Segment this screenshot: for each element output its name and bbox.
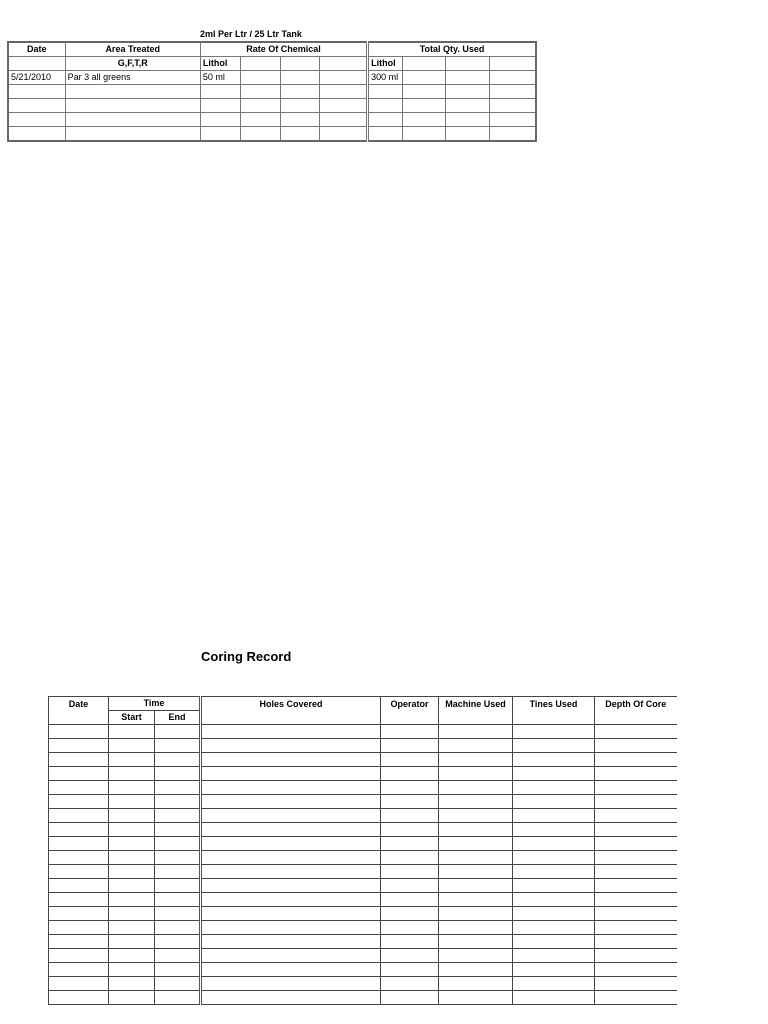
tines-used-cell[interactable] [513,851,595,865]
date-cell[interactable] [49,893,109,907]
end-cell[interactable] [155,795,201,809]
holes-covered-cell[interactable] [201,795,381,809]
start-cell[interactable] [109,767,155,781]
operator-cell[interactable] [381,739,439,753]
table-row [49,949,677,963]
total-cell[interactable] [368,85,403,99]
time-header: Time [109,697,201,711]
holes-covered-cell[interactable] [201,767,381,781]
holes-covered-cell[interactable] [201,921,381,935]
rate-product-3-subheader [280,57,319,71]
date-cell[interactable] [49,907,109,921]
rate-cell[interactable] [320,99,368,113]
date-cell[interactable] [8,113,65,127]
end-cell[interactable] [155,753,201,767]
total-cell[interactable] [403,127,446,142]
total-cell[interactable] [446,113,490,127]
depth-of-core-cell[interactable] [595,907,677,921]
operator-cell[interactable] [381,753,439,767]
operator-cell[interactable] [381,977,439,991]
table-row [49,907,677,921]
operator-cell[interactable] [381,921,439,935]
start-cell[interactable] [109,837,155,851]
rate-cell[interactable] [240,113,280,127]
operator-cell[interactable] [381,809,439,823]
table-row [49,963,677,977]
rate-product-subheader: Lithol [200,57,240,71]
tines-used-cell[interactable] [513,893,595,907]
area-cell[interactable] [65,85,200,99]
operator-cell[interactable] [381,949,439,963]
holes-covered-cell[interactable] [201,963,381,977]
table-row [49,977,677,991]
holes-covered-cell[interactable] [201,837,381,851]
holes-covered-cell[interactable] [201,977,381,991]
holes-covered-cell[interactable] [201,991,381,1005]
table-row [49,865,677,879]
total-cell[interactable] [446,127,490,142]
operator-cell[interactable] [381,837,439,851]
end-cell[interactable] [155,949,201,963]
total-cell[interactable] [403,113,446,127]
rate-cell[interactable] [240,99,280,113]
date-cell[interactable] [49,837,109,851]
total-cell[interactable] [490,127,536,142]
tines-used-cell[interactable] [513,865,595,879]
area-cell[interactable]: Par 3 all greens [65,71,200,85]
operator-cell[interactable] [381,823,439,837]
depth-of-core-cell[interactable] [595,949,677,963]
date-cell[interactable] [8,127,65,142]
operator-cell[interactable] [381,851,439,865]
start-cell[interactable] [109,949,155,963]
table-row [49,795,677,809]
table-row [49,767,677,781]
date-cell[interactable]: 5/21/2010 [8,71,65,85]
depth-of-core-cell[interactable] [595,921,677,935]
coring-header-row [49,697,677,711]
machine-used-header: Machine Used [439,697,513,725]
date-cell[interactable] [49,809,109,823]
tines-used-cell[interactable] [513,809,595,823]
machine-used-cell[interactable] [439,949,513,963]
rate-cell[interactable] [200,113,240,127]
depth-of-core-cell[interactable] [595,865,677,879]
start-cell[interactable] [109,823,155,837]
tines-used-cell[interactable] [513,977,595,991]
depth-of-core-cell[interactable] [595,781,677,795]
coring-record-table [48,696,677,1005]
area-cell[interactable] [65,99,200,113]
depth-of-core-cell[interactable] [595,809,677,823]
total-product-3-subheader [446,57,490,71]
end-cell[interactable] [155,907,201,921]
total-qty-used-header: Total Qty. Used [368,42,536,57]
total-cell[interactable] [446,71,490,85]
table-row [49,809,677,823]
start-cell[interactable] [109,725,155,739]
date-cell[interactable] [49,977,109,991]
rate-cell[interactable]: 50 ml [200,71,240,85]
holes-covered-cell[interactable] [201,725,381,739]
depth-of-core-header: Depth Of Core [595,697,677,725]
total-cell[interactable]: 300 ml [368,71,403,85]
end-cell[interactable] [155,921,201,935]
start-cell[interactable] [109,879,155,893]
operator-cell[interactable] [381,725,439,739]
chemical-header-row [8,42,536,57]
depth-of-core-cell[interactable] [595,767,677,781]
date-cell[interactable] [49,991,109,1005]
depth-of-core-cell[interactable] [595,935,677,949]
total-product-4-subheader [490,57,536,71]
table-row [49,739,677,753]
holes-covered-cell[interactable] [201,949,381,963]
machine-used-cell[interactable] [439,809,513,823]
end-cell[interactable] [155,823,201,837]
machine-used-cell[interactable] [439,977,513,991]
date-subheader-cell [8,57,65,71]
rate-product-2-subheader [240,57,280,71]
start-cell[interactable] [109,851,155,865]
operator-cell[interactable] [381,907,439,921]
start-cell[interactable] [109,991,155,1005]
start-cell[interactable] [109,963,155,977]
table-row [49,753,677,767]
holes-covered-cell[interactable] [201,851,381,865]
total-product-subheader: Lithol [368,57,403,71]
rate-cell[interactable] [320,127,368,142]
machine-used-cell[interactable] [439,935,513,949]
machine-used-cell[interactable] [439,921,513,935]
rate-cell[interactable] [280,85,319,99]
holes-covered-cell[interactable] [201,809,381,823]
end-cell[interactable] [155,935,201,949]
tines-used-cell[interactable] [513,837,595,851]
total-cell[interactable] [490,99,536,113]
chemical-subheader-row [8,57,536,71]
date-cell[interactable] [49,935,109,949]
rate-product-4-subheader [320,57,368,71]
depth-of-core-cell[interactable] [595,893,677,907]
depth-of-core-cell[interactable] [595,725,677,739]
holes-covered-cell[interactable] [201,781,381,795]
depth-of-core-cell[interactable] [595,963,677,977]
holes-covered-cell[interactable] [201,893,381,907]
tines-used-cell[interactable] [513,949,595,963]
table-row [8,127,536,142]
table-row [49,823,677,837]
rate-cell[interactable] [320,71,368,85]
end-header: End [155,711,201,725]
rate-of-chemical-header: Rate Of Chemical [200,42,367,57]
operator-cell[interactable] [381,935,439,949]
rate-cell[interactable] [320,113,368,127]
start-cell[interactable] [109,935,155,949]
tines-used-cell[interactable] [513,823,595,837]
date-cell[interactable] [49,851,109,865]
rate-cell[interactable] [280,71,319,85]
machine-used-cell[interactable] [439,767,513,781]
rate-cell[interactable] [240,127,280,142]
start-cell[interactable] [109,907,155,921]
date-cell[interactable] [49,725,109,739]
total-cell[interactable] [368,99,403,113]
date-cell[interactable] [49,781,109,795]
table-row [8,99,536,113]
table-row [49,781,677,795]
start-cell[interactable] [109,795,155,809]
end-cell[interactable] [155,837,201,851]
table-row [8,113,536,127]
table-row [49,837,677,851]
total-cell[interactable] [368,113,403,127]
end-cell[interactable] [155,809,201,823]
holes-covered-cell[interactable] [201,753,381,767]
tines-used-cell[interactable] [513,753,595,767]
machine-used-cell[interactable] [439,753,513,767]
end-cell[interactable] [155,739,201,753]
end-cell[interactable] [155,991,201,1005]
holes-covered-header: Holes Covered [201,697,381,725]
rate-cell[interactable] [200,99,240,113]
start-cell[interactable] [109,865,155,879]
machine-used-cell[interactable] [439,991,513,1005]
table-row [8,85,536,99]
table-row [49,725,677,739]
start-header: Start [109,711,155,725]
coring-record-title: Coring Record [201,649,292,664]
date-cell[interactable] [49,823,109,837]
tines-used-cell[interactable] [513,935,595,949]
table-row [8,71,536,85]
machine-used-cell[interactable] [439,837,513,851]
rate-cell[interactable] [240,71,280,85]
operator-cell[interactable] [381,991,439,1005]
operator-cell[interactable] [381,879,439,893]
machine-used-cell[interactable] [439,865,513,879]
end-cell[interactable] [155,767,201,781]
rate-cell[interactable] [200,127,240,142]
tines-used-cell[interactable] [513,739,595,753]
total-cell[interactable] [490,113,536,127]
rate-cell[interactable] [280,127,319,142]
depth-of-core-cell[interactable] [595,879,677,893]
operator-cell[interactable] [381,865,439,879]
end-cell[interactable] [155,893,201,907]
depth-of-core-cell[interactable] [595,851,677,865]
depth-of-core-cell[interactable] [595,753,677,767]
start-cell[interactable] [109,977,155,991]
operator-cell[interactable] [381,963,439,977]
tines-used-cell[interactable] [513,879,595,893]
end-cell[interactable] [155,879,201,893]
machine-used-cell[interactable] [439,851,513,865]
date-cell[interactable] [49,921,109,935]
holes-covered-cell[interactable] [201,865,381,879]
total-cell[interactable] [368,127,403,142]
table-row [49,921,677,935]
depth-of-core-cell[interactable] [595,795,677,809]
tines-used-cell[interactable] [513,907,595,921]
machine-used-cell[interactable] [439,823,513,837]
total-product-2-subheader [403,57,446,71]
total-cell[interactable] [446,99,490,113]
area-cell[interactable] [65,113,200,127]
date-cell[interactable] [49,879,109,893]
operator-cell[interactable] [381,893,439,907]
start-cell[interactable] [109,921,155,935]
tines-used-cell[interactable] [513,795,595,809]
start-cell[interactable] [109,809,155,823]
area-code-subheader: G,F,T,R [65,57,200,71]
total-cell[interactable] [403,71,446,85]
rate-cell[interactable] [240,85,280,99]
depth-of-core-cell[interactable] [595,837,677,851]
date-cell[interactable] [49,753,109,767]
date-cell[interactable] [49,795,109,809]
tines-used-cell[interactable] [513,725,595,739]
depth-of-core-cell[interactable] [595,977,677,991]
tines-used-cell[interactable] [513,991,595,1005]
tines-used-header: Tines Used [513,697,595,725]
date-header: Date [49,697,109,725]
depth-of-core-cell[interactable] [595,991,677,1005]
tines-used-cell[interactable] [513,767,595,781]
table-row [49,935,677,949]
rate-cell[interactable] [280,99,319,113]
start-cell[interactable] [109,781,155,795]
date-cell[interactable] [49,739,109,753]
date-cell[interactable] [8,99,65,113]
date-cell[interactable] [8,85,65,99]
tines-used-cell[interactable] [513,921,595,935]
rate-cell[interactable] [280,113,319,127]
chemical-application-table [7,41,537,142]
operator-cell[interactable] [381,781,439,795]
start-cell[interactable] [109,893,155,907]
end-cell[interactable] [155,977,201,991]
table-row [49,991,677,1005]
chemical-rate-title: 2ml Per Ltr / 25 Ltr Tank [200,29,302,39]
depth-of-core-cell[interactable] [595,823,677,837]
operator-cell[interactable] [381,767,439,781]
table-row [49,879,677,893]
start-cell[interactable] [109,739,155,753]
end-cell[interactable] [155,781,201,795]
start-cell[interactable] [109,753,155,767]
end-cell[interactable] [155,725,201,739]
machine-used-cell[interactable] [439,963,513,977]
machine-used-cell[interactable] [439,739,513,753]
operator-header: Operator [381,697,439,725]
date-cell[interactable] [49,949,109,963]
rate-cell[interactable] [200,85,240,99]
holes-covered-cell[interactable] [201,823,381,837]
rate-cell[interactable] [320,85,368,99]
total-cell[interactable] [403,99,446,113]
holes-covered-cell[interactable] [201,935,381,949]
total-cell[interactable] [490,85,536,99]
holes-covered-cell[interactable] [201,879,381,893]
operator-cell[interactable] [381,795,439,809]
end-cell[interactable] [155,851,201,865]
table-row [49,893,677,907]
area-treated-header: Area Treated [65,42,200,57]
total-cell[interactable] [403,85,446,99]
machine-used-cell[interactable] [439,907,513,921]
area-cell[interactable] [65,127,200,142]
end-cell[interactable] [155,963,201,977]
machine-used-cell[interactable] [439,879,513,893]
machine-used-cell[interactable] [439,781,513,795]
date-header: Date [8,42,65,57]
table-row [49,851,677,865]
machine-used-cell[interactable] [439,725,513,739]
depth-of-core-cell[interactable] [595,739,677,753]
date-cell[interactable] [49,865,109,879]
total-cell[interactable] [446,85,490,99]
total-cell[interactable] [490,71,536,85]
date-cell[interactable] [49,767,109,781]
machine-used-cell[interactable] [439,893,513,907]
end-cell[interactable] [155,865,201,879]
date-cell[interactable] [49,963,109,977]
tines-used-cell[interactable] [513,963,595,977]
tines-used-cell[interactable] [513,781,595,795]
holes-covered-cell[interactable] [201,739,381,753]
holes-covered-cell[interactable] [201,907,381,921]
machine-used-cell[interactable] [439,795,513,809]
